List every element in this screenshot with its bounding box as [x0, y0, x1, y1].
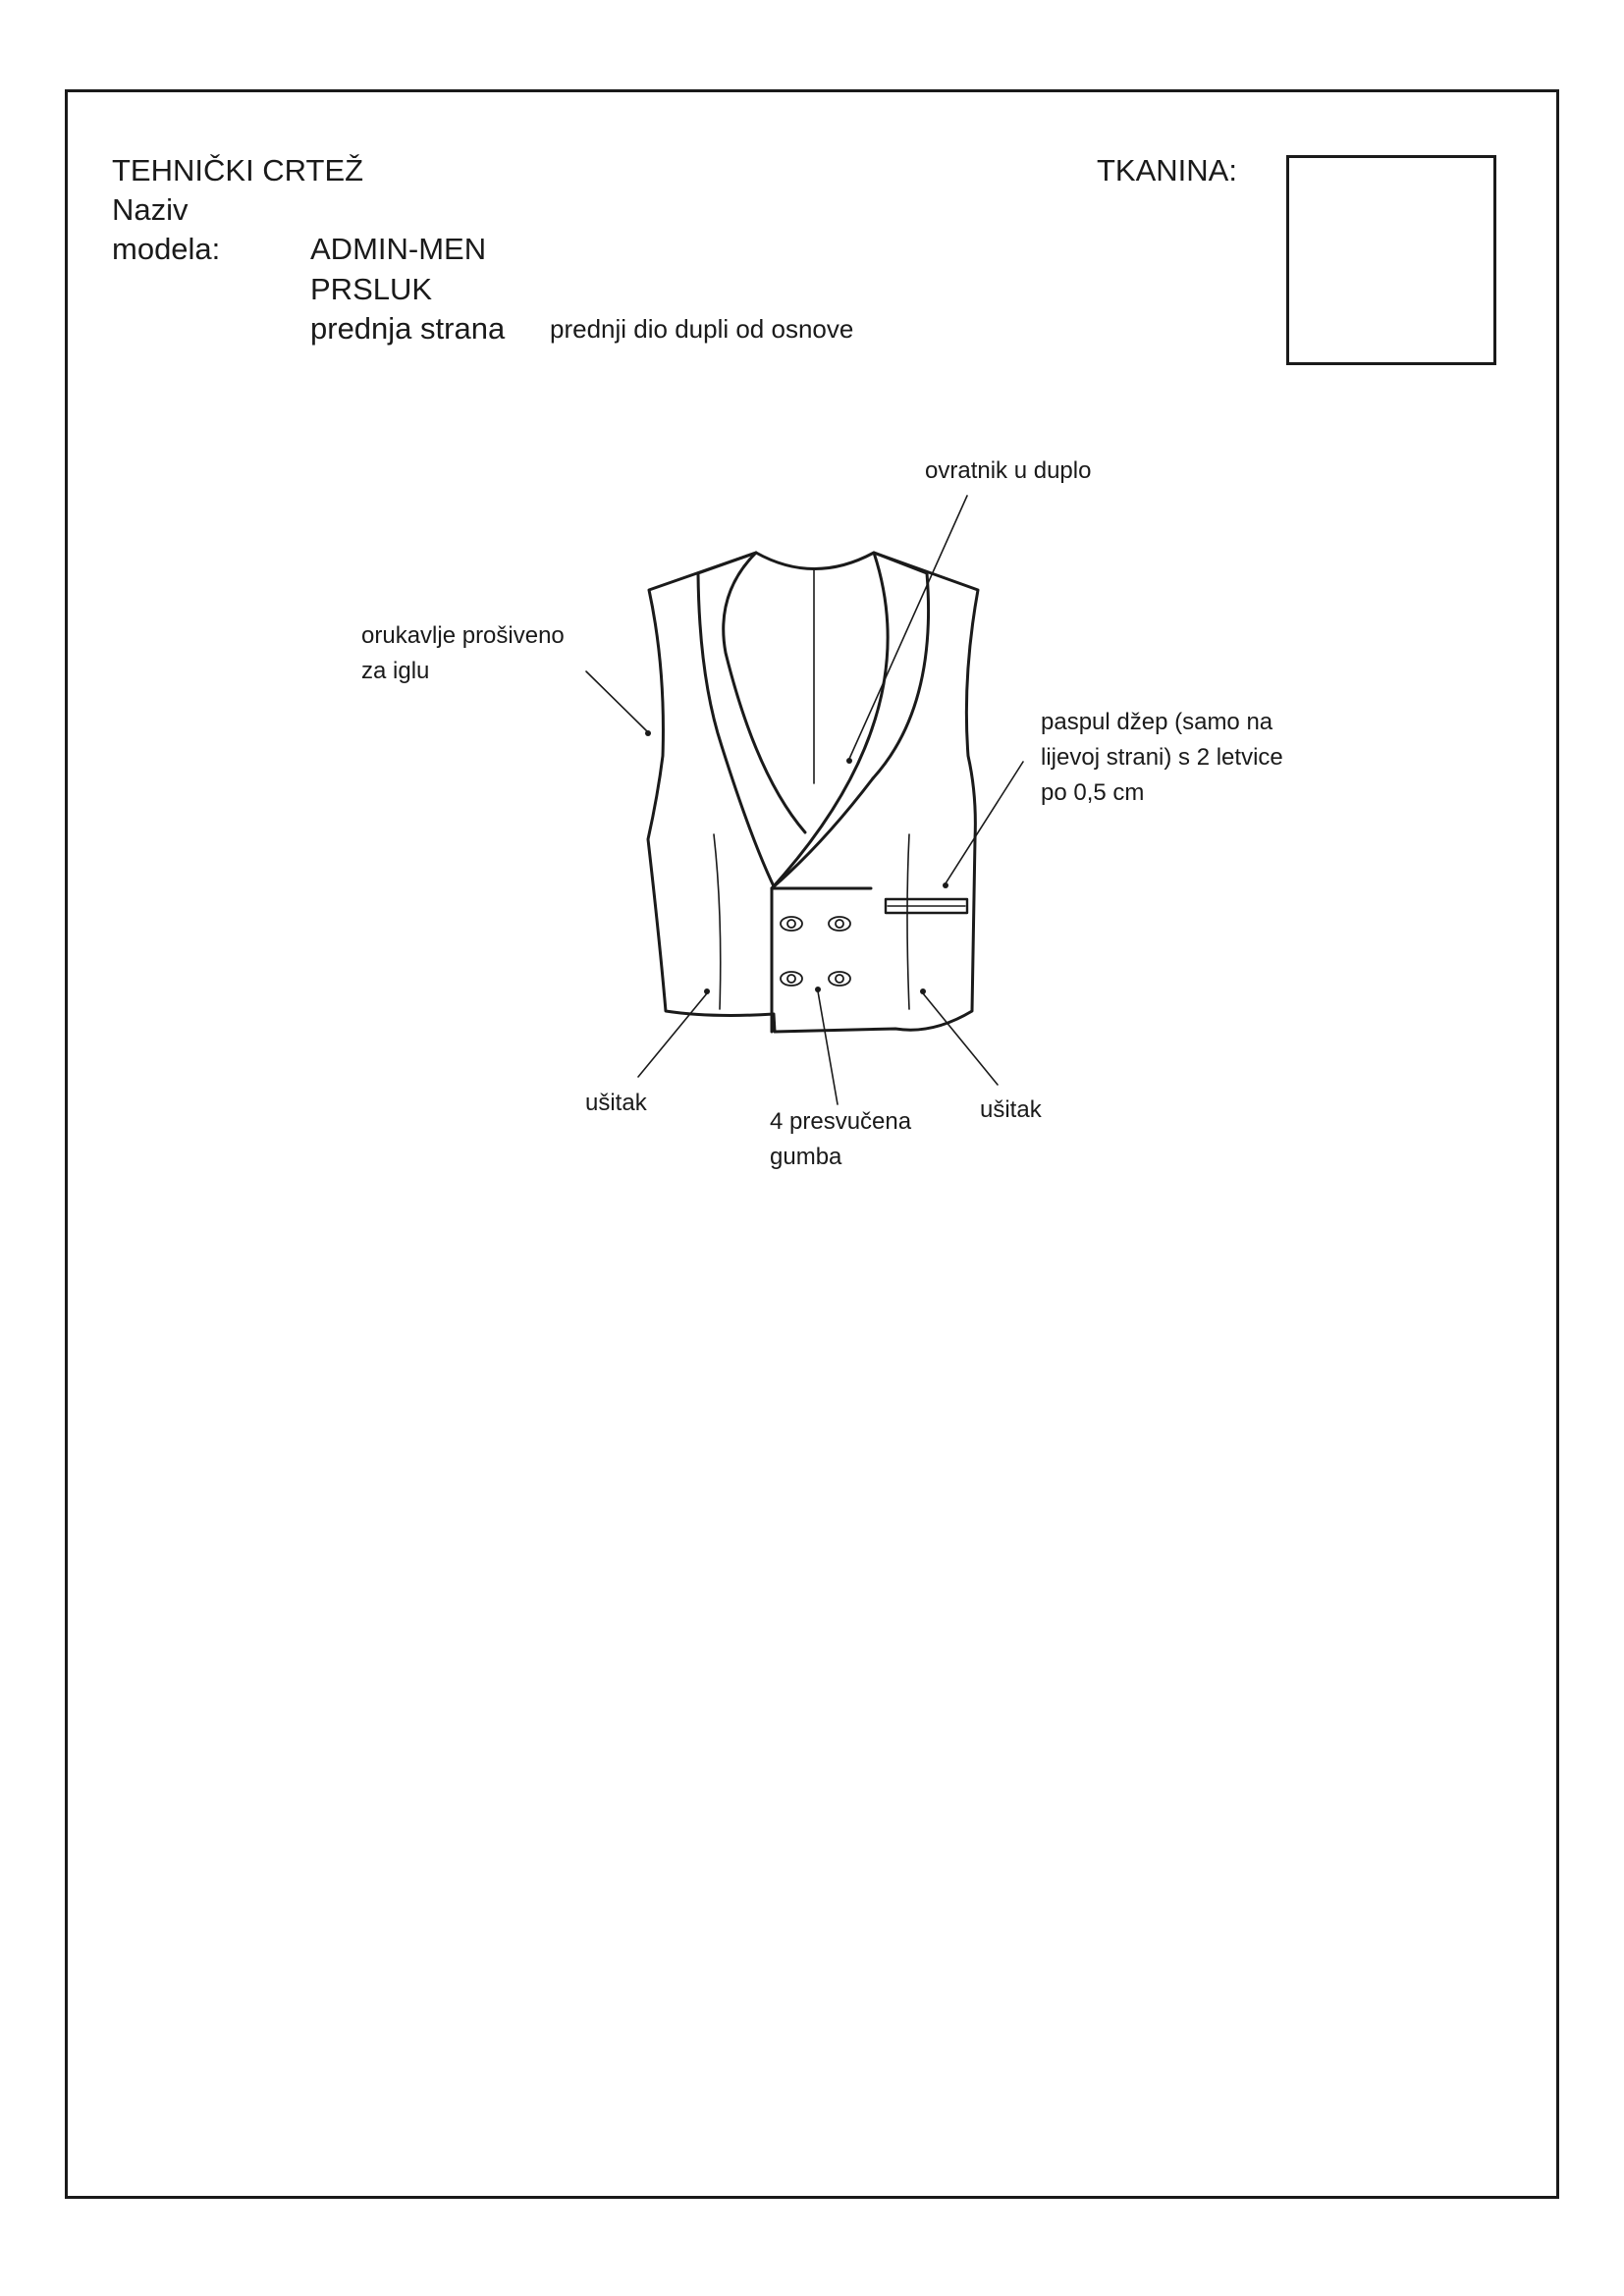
left-dart: [714, 834, 721, 1009]
garment-type: PRSLUK: [310, 272, 433, 306]
view-label: prednja strana: [310, 311, 506, 346]
buttons-annotation: 4 presvučena gumba: [770, 1108, 912, 1170]
fabric-label: TKANINA:: [1097, 153, 1237, 187]
collar-left-inner: [698, 553, 775, 888]
model-name-label-cont: modela:: [112, 232, 221, 266]
collar-right-inner: [873, 553, 929, 778]
pocket-annotation: paspul džep (samo na lijevoj strani) s 2 letvice po 0,5 cm: [1041, 709, 1283, 806]
model-name-label: Naziv: [112, 192, 189, 227]
leader-dots: [645, 730, 948, 994]
right-dart-annotation: ušitak: [980, 1096, 1042, 1123]
left-dart-annotation: ušitak: [585, 1090, 647, 1116]
document-title: TEHNIČKI CRTEŽ: [112, 153, 364, 187]
collar-annotation: ovratnik u duplo: [925, 457, 1092, 484]
view-note: prednji dio dupli od osnove: [550, 314, 854, 344]
leader-lines: [586, 496, 1023, 1104]
right-dart: [907, 834, 909, 1009]
armhole-annotation: orukavlje prošiveno za iglu: [361, 622, 565, 684]
buttons: [781, 917, 850, 986]
model-name: ADMIN-MEN: [310, 232, 487, 266]
collar-right-outer: [772, 553, 888, 888]
